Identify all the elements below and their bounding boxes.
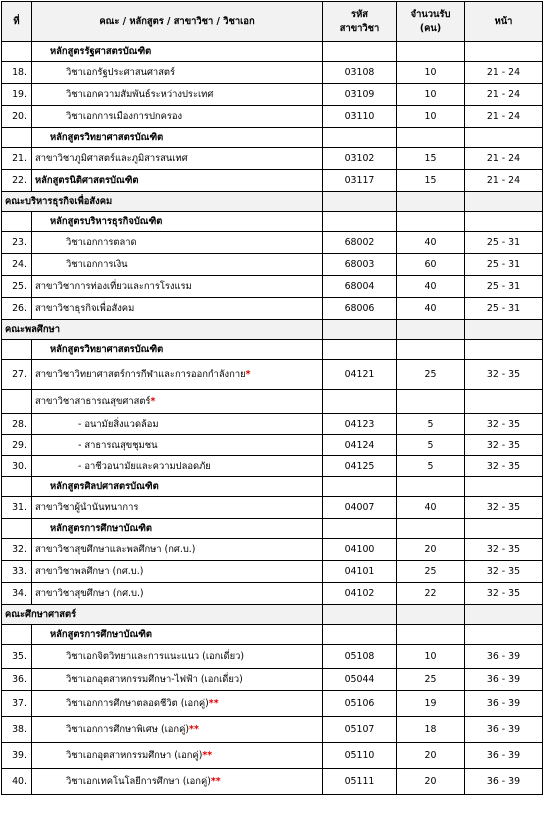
- admission-count: [397, 477, 465, 497]
- program-label: วิชาเอกการเมืองการปกครอง: [66, 111, 183, 122]
- table-row: [2, 298, 543, 320]
- empty-cell: [323, 192, 397, 212]
- program-row: [2, 340, 543, 360]
- program-name: [32, 669, 323, 691]
- table-row: [2, 645, 543, 669]
- major-code: 04102: [323, 583, 397, 605]
- program-name: [32, 519, 323, 539]
- admission-count: 40: [397, 497, 465, 519]
- header-page: หน้า: [465, 2, 543, 42]
- program-label: สาขาวิชาผู้นำนันทนาการ: [35, 502, 139, 513]
- asterisk-note-mark: **: [202, 750, 213, 761]
- faculty-row: [2, 320, 543, 340]
- admission-count: [397, 519, 465, 539]
- page-range: 21 - 24: [465, 84, 543, 106]
- admission-count: 10: [397, 84, 465, 106]
- asterisk-note-mark: *: [150, 396, 156, 407]
- program-row: [2, 128, 543, 148]
- program-name: [32, 170, 323, 192]
- admission-count: 25: [397, 669, 465, 691]
- page-range: [465, 390, 543, 414]
- faculty-label: คณะศึกษาศาสตร์: [5, 609, 77, 620]
- program-label: - อนามัยสิ่งแวดล้อม: [78, 418, 159, 430]
- page-range: 32 - 35: [465, 456, 543, 477]
- page-range: 21 - 24: [465, 148, 543, 170]
- program-name: [32, 561, 323, 583]
- page-range: 21 - 24: [465, 106, 543, 128]
- row-number: [2, 477, 32, 497]
- program-label: วิชาเอกการศึกษาพิเศษ (เอกคู่): [66, 724, 190, 735]
- table-row: [2, 691, 543, 717]
- program-label: หลักสูตรนิติศาสตรบัณฑิต: [35, 175, 139, 186]
- row-number: 18.: [2, 62, 32, 84]
- program-label: หลักสูตรบริหารธุรกิจบัณฑิต: [50, 216, 163, 227]
- program-name: [32, 128, 323, 148]
- major-code: 03102: [323, 148, 397, 170]
- page-range: [465, 625, 543, 645]
- row-number: [2, 128, 32, 148]
- table-row: [2, 414, 543, 435]
- program-label: หลักสูตรศิลปศาสตรบัณฑิต: [50, 481, 159, 492]
- program-name: [32, 435, 323, 456]
- table-row: [2, 561, 543, 583]
- major-code: 05044: [323, 669, 397, 691]
- table-row: [2, 232, 543, 254]
- row-number: 22.: [2, 170, 32, 192]
- row-number: 27.: [2, 360, 32, 390]
- major-code: 03108: [323, 62, 397, 84]
- program-label: สาขาวิชาวิทยาศาสตร์การกีฬาและการออกกำลังกาย: [35, 369, 246, 380]
- page-range: 36 - 39: [465, 717, 543, 743]
- major-code: [323, 340, 397, 360]
- admission-count: [397, 390, 465, 414]
- row-number: [2, 212, 32, 232]
- table-row: [2, 717, 543, 743]
- major-code: 04101: [323, 561, 397, 583]
- row-number: 30.: [2, 456, 32, 477]
- row-number: [2, 340, 32, 360]
- row-number: 33.: [2, 561, 32, 583]
- asterisk-note-mark: **: [189, 724, 199, 735]
- page-range: [465, 340, 543, 360]
- row-number: 20.: [2, 106, 32, 128]
- empty-cell: [465, 320, 543, 340]
- major-code: 05107: [323, 717, 397, 743]
- program-name: [32, 62, 323, 84]
- major-code: 03117: [323, 170, 397, 192]
- program-name: [32, 717, 323, 743]
- empty-cell: [465, 192, 543, 212]
- empty-cell: [397, 605, 465, 625]
- table-row: [2, 170, 543, 192]
- admission-count: [397, 42, 465, 62]
- program-name: [32, 340, 323, 360]
- program-label: วิชาเอกอุตสาหกรรมศึกษา-ไฟฟ้า (เอกเดี่ยว): [66, 674, 243, 685]
- admission-table: [1, 1, 543, 795]
- header-name: คณะ / หลักสูตร / สาขาวิชา / วิชาเอก: [32, 2, 323, 42]
- page-range: 36 - 39: [465, 769, 543, 795]
- major-code: 04100: [323, 539, 397, 561]
- empty-cell: [323, 320, 397, 340]
- row-number: 19.: [2, 84, 32, 106]
- faculty-name: [2, 605, 323, 625]
- admission-count: 5: [397, 435, 465, 456]
- table-header-row: [2, 2, 543, 42]
- admission-count: 18: [397, 717, 465, 743]
- row-number: 23.: [2, 232, 32, 254]
- major-code: [323, 625, 397, 645]
- faculty-row: [2, 605, 543, 625]
- table-row: [2, 435, 543, 456]
- program-label: หลักสูตรวิทยาศาสตรบัณฑิต: [50, 132, 164, 143]
- major-code: 05106: [323, 691, 397, 717]
- empty-cell: [397, 192, 465, 212]
- admission-count: [397, 340, 465, 360]
- program-label: หลักสูตรการศึกษาบัณฑิต: [50, 629, 153, 640]
- faculty-row: [2, 192, 543, 212]
- program-name: [32, 743, 323, 769]
- program-label: หลักสูตรวิทยาศาสตรบัณฑิต: [50, 344, 164, 355]
- table-row: [2, 254, 543, 276]
- admission-count: 20: [397, 769, 465, 795]
- program-label: สาขาวิชาสุขศึกษาและพลศึกษา (กศ.บ.): [35, 544, 196, 555]
- page-range: 32 - 35: [465, 583, 543, 605]
- row-number: 26.: [2, 298, 32, 320]
- row-number: 28.: [2, 414, 32, 435]
- program-name: [32, 414, 323, 435]
- page-range: [465, 128, 543, 148]
- program-label: สาขาวิชาสุขศึกษา (กศ.บ.): [35, 588, 144, 599]
- program-label: หลักสูตรการศึกษาบัณฑิต: [50, 523, 153, 534]
- admission-count: [397, 212, 465, 232]
- admission-count: 40: [397, 298, 465, 320]
- page-range: 36 - 39: [465, 669, 543, 691]
- table-row: [2, 769, 543, 795]
- row-number: 24.: [2, 254, 32, 276]
- program-label: วิชาเอกเทคโนโลยีการศึกษา (เอกคู่): [66, 776, 211, 787]
- program-name: [32, 497, 323, 519]
- table-row: [2, 276, 543, 298]
- faculty-label: คณะบริหารธุรกิจเพื่อสังคม: [5, 196, 113, 207]
- page-range: 25 - 31: [465, 298, 543, 320]
- program-name: [32, 691, 323, 717]
- page-range: 25 - 31: [465, 254, 543, 276]
- major-code: 05111: [323, 769, 397, 795]
- major-code: 03110: [323, 106, 397, 128]
- program-name: [32, 539, 323, 561]
- program-name: [32, 254, 323, 276]
- admission-count: 20: [397, 539, 465, 561]
- page-range: [465, 42, 543, 62]
- program-label: วิชาเอกการเงิน: [66, 259, 128, 270]
- admission-count: [397, 625, 465, 645]
- empty-cell: [323, 605, 397, 625]
- program-row: [2, 519, 543, 539]
- row-number: 37.: [2, 691, 32, 717]
- major-code: 68003: [323, 254, 397, 276]
- admission-count: 22: [397, 583, 465, 605]
- table-row: [2, 62, 543, 84]
- row-number: 39.: [2, 743, 32, 769]
- program-label: วิชาเอกอุตสาหกรรมศึกษา (เอกคู่): [66, 750, 203, 761]
- faculty-name: [2, 320, 323, 340]
- admission-count: 25: [397, 561, 465, 583]
- page-range: 36 - 39: [465, 743, 543, 769]
- row-number: 32.: [2, 539, 32, 561]
- program-label: สาขาวิชาสาธารณสุขศาสตร์: [35, 396, 151, 407]
- admission-count: 20: [397, 743, 465, 769]
- major-code: 68004: [323, 276, 397, 298]
- program-label: สาขาวิชาธุรกิจเพื่อสังคม: [35, 303, 135, 314]
- major-code: 68006: [323, 298, 397, 320]
- row-number: [2, 390, 32, 414]
- row-number: 40.: [2, 769, 32, 795]
- admission-count: 10: [397, 645, 465, 669]
- admission-count: 5: [397, 456, 465, 477]
- page-range: 25 - 31: [465, 276, 543, 298]
- table-row: [2, 84, 543, 106]
- major-code: 03109: [323, 84, 397, 106]
- program-label: - อาชีวอนามัยและความปลอดภัย: [78, 460, 211, 472]
- admission-count: 10: [397, 62, 465, 84]
- admission-count: 40: [397, 276, 465, 298]
- table-row: [2, 743, 543, 769]
- admission-count: 60: [397, 254, 465, 276]
- program-row: [2, 212, 543, 232]
- program-name: [32, 232, 323, 254]
- program-label: วิชาเอกจิตวิทยาและการแนะแนว (เอกเดี่ยว): [66, 651, 245, 662]
- page-range: 32 - 35: [465, 414, 543, 435]
- program-row: [2, 625, 543, 645]
- row-number: 36.: [2, 669, 32, 691]
- program-name: [32, 390, 323, 414]
- program-row: [2, 477, 543, 497]
- program-name: [32, 583, 323, 605]
- faculty-label: คณะพลศึกษา: [5, 324, 61, 335]
- program-name: [32, 148, 323, 170]
- program-label: วิชาเอกการศึกษาตลอดชีวิต (เอกคู่): [66, 698, 209, 709]
- table-row: [2, 148, 543, 170]
- table-row: [2, 360, 543, 390]
- program-name: [32, 42, 323, 62]
- page-range: [465, 477, 543, 497]
- major-code: [323, 128, 397, 148]
- table-row: [2, 497, 543, 519]
- major-code: 04124: [323, 435, 397, 456]
- page-range: [465, 519, 543, 539]
- major-code: [323, 212, 397, 232]
- major-code: 04123: [323, 414, 397, 435]
- table-row: [2, 583, 543, 605]
- page-range: 21 - 24: [465, 170, 543, 192]
- faculty-name: [2, 192, 323, 212]
- major-code: 04007: [323, 497, 397, 519]
- page-range: 36 - 39: [465, 691, 543, 717]
- row-number: [2, 625, 32, 645]
- header-count: จำนวนรับ (คน): [397, 2, 465, 42]
- page-range: [465, 212, 543, 232]
- admission-count: 10: [397, 106, 465, 128]
- program-name: [32, 477, 323, 497]
- admission-count: 5: [397, 414, 465, 435]
- program-name: [32, 212, 323, 232]
- row-number: 25.: [2, 276, 32, 298]
- admission-count: 25: [397, 360, 465, 390]
- empty-cell: [465, 605, 543, 625]
- page-range: 32 - 35: [465, 435, 543, 456]
- program-name: [32, 456, 323, 477]
- major-code: 68002: [323, 232, 397, 254]
- admission-count: 19: [397, 691, 465, 717]
- major-code: 05108: [323, 645, 397, 669]
- row-number: [2, 519, 32, 539]
- program-name: [32, 360, 323, 390]
- admission-count: [397, 128, 465, 148]
- page-range: 32 - 35: [465, 360, 543, 390]
- program-label: หลักสูตรรัฐศาสตรบัณฑิต: [50, 46, 152, 57]
- program-name: [32, 769, 323, 795]
- program-label: วิชาเอกความสัมพันธ์ระหว่างประเทศ: [66, 89, 214, 100]
- admission-count: 15: [397, 148, 465, 170]
- page-range: 32 - 35: [465, 561, 543, 583]
- table-row: [2, 456, 543, 477]
- asterisk-note-mark: **: [208, 698, 219, 709]
- major-code: [323, 519, 397, 539]
- major-code: [323, 477, 397, 497]
- row-number: 34.: [2, 583, 32, 605]
- asterisk-note-mark: *: [245, 369, 251, 380]
- admission-count: 15: [397, 170, 465, 192]
- header-code: รหัส สาขาวิชา: [323, 2, 397, 42]
- program-label: สาขาวิชาพลศึกษา (กศ.บ.): [35, 566, 144, 577]
- asterisk-note-mark: **: [210, 776, 221, 787]
- program-name: [32, 84, 323, 106]
- program-name: [32, 625, 323, 645]
- major-code: 04125: [323, 456, 397, 477]
- program-label: วิชาเอกรัฐประศาสนศาสตร์: [66, 67, 176, 78]
- program-name: [32, 106, 323, 128]
- major-code: [323, 390, 397, 414]
- subgroup-row: [2, 390, 543, 414]
- row-number: 29.: [2, 435, 32, 456]
- row-number: 21.: [2, 148, 32, 170]
- table-row: [2, 106, 543, 128]
- program-label: - สาธารณสุขชุมชน: [78, 439, 158, 451]
- header-no: ที่: [2, 2, 32, 42]
- row-number: [2, 42, 32, 62]
- row-number: 35.: [2, 645, 32, 669]
- program-name: [32, 645, 323, 669]
- major-code: 05110: [323, 743, 397, 769]
- program-row: [2, 42, 543, 62]
- row-number: 38.: [2, 717, 32, 743]
- table-row: [2, 669, 543, 691]
- page-range: 25 - 31: [465, 232, 543, 254]
- major-code: 04121: [323, 360, 397, 390]
- row-number: 31.: [2, 497, 32, 519]
- program-label: สาขาวิชาภูมิศาสตร์และภูมิสารสนเทศ: [35, 153, 188, 164]
- page-range: 36 - 39: [465, 645, 543, 669]
- program-label: สาขาวิชาการท่องเที่ยวและการโรงแรม: [35, 281, 192, 292]
- program-name: [32, 298, 323, 320]
- program-name: [32, 276, 323, 298]
- table-row: [2, 539, 543, 561]
- empty-cell: [397, 320, 465, 340]
- admission-count: 40: [397, 232, 465, 254]
- major-code: [323, 42, 397, 62]
- page-range: 21 - 24: [465, 62, 543, 84]
- page-range: 32 - 35: [465, 497, 543, 519]
- program-label: วิชาเอกการตลาด: [66, 237, 137, 248]
- page-range: 32 - 35: [465, 539, 543, 561]
